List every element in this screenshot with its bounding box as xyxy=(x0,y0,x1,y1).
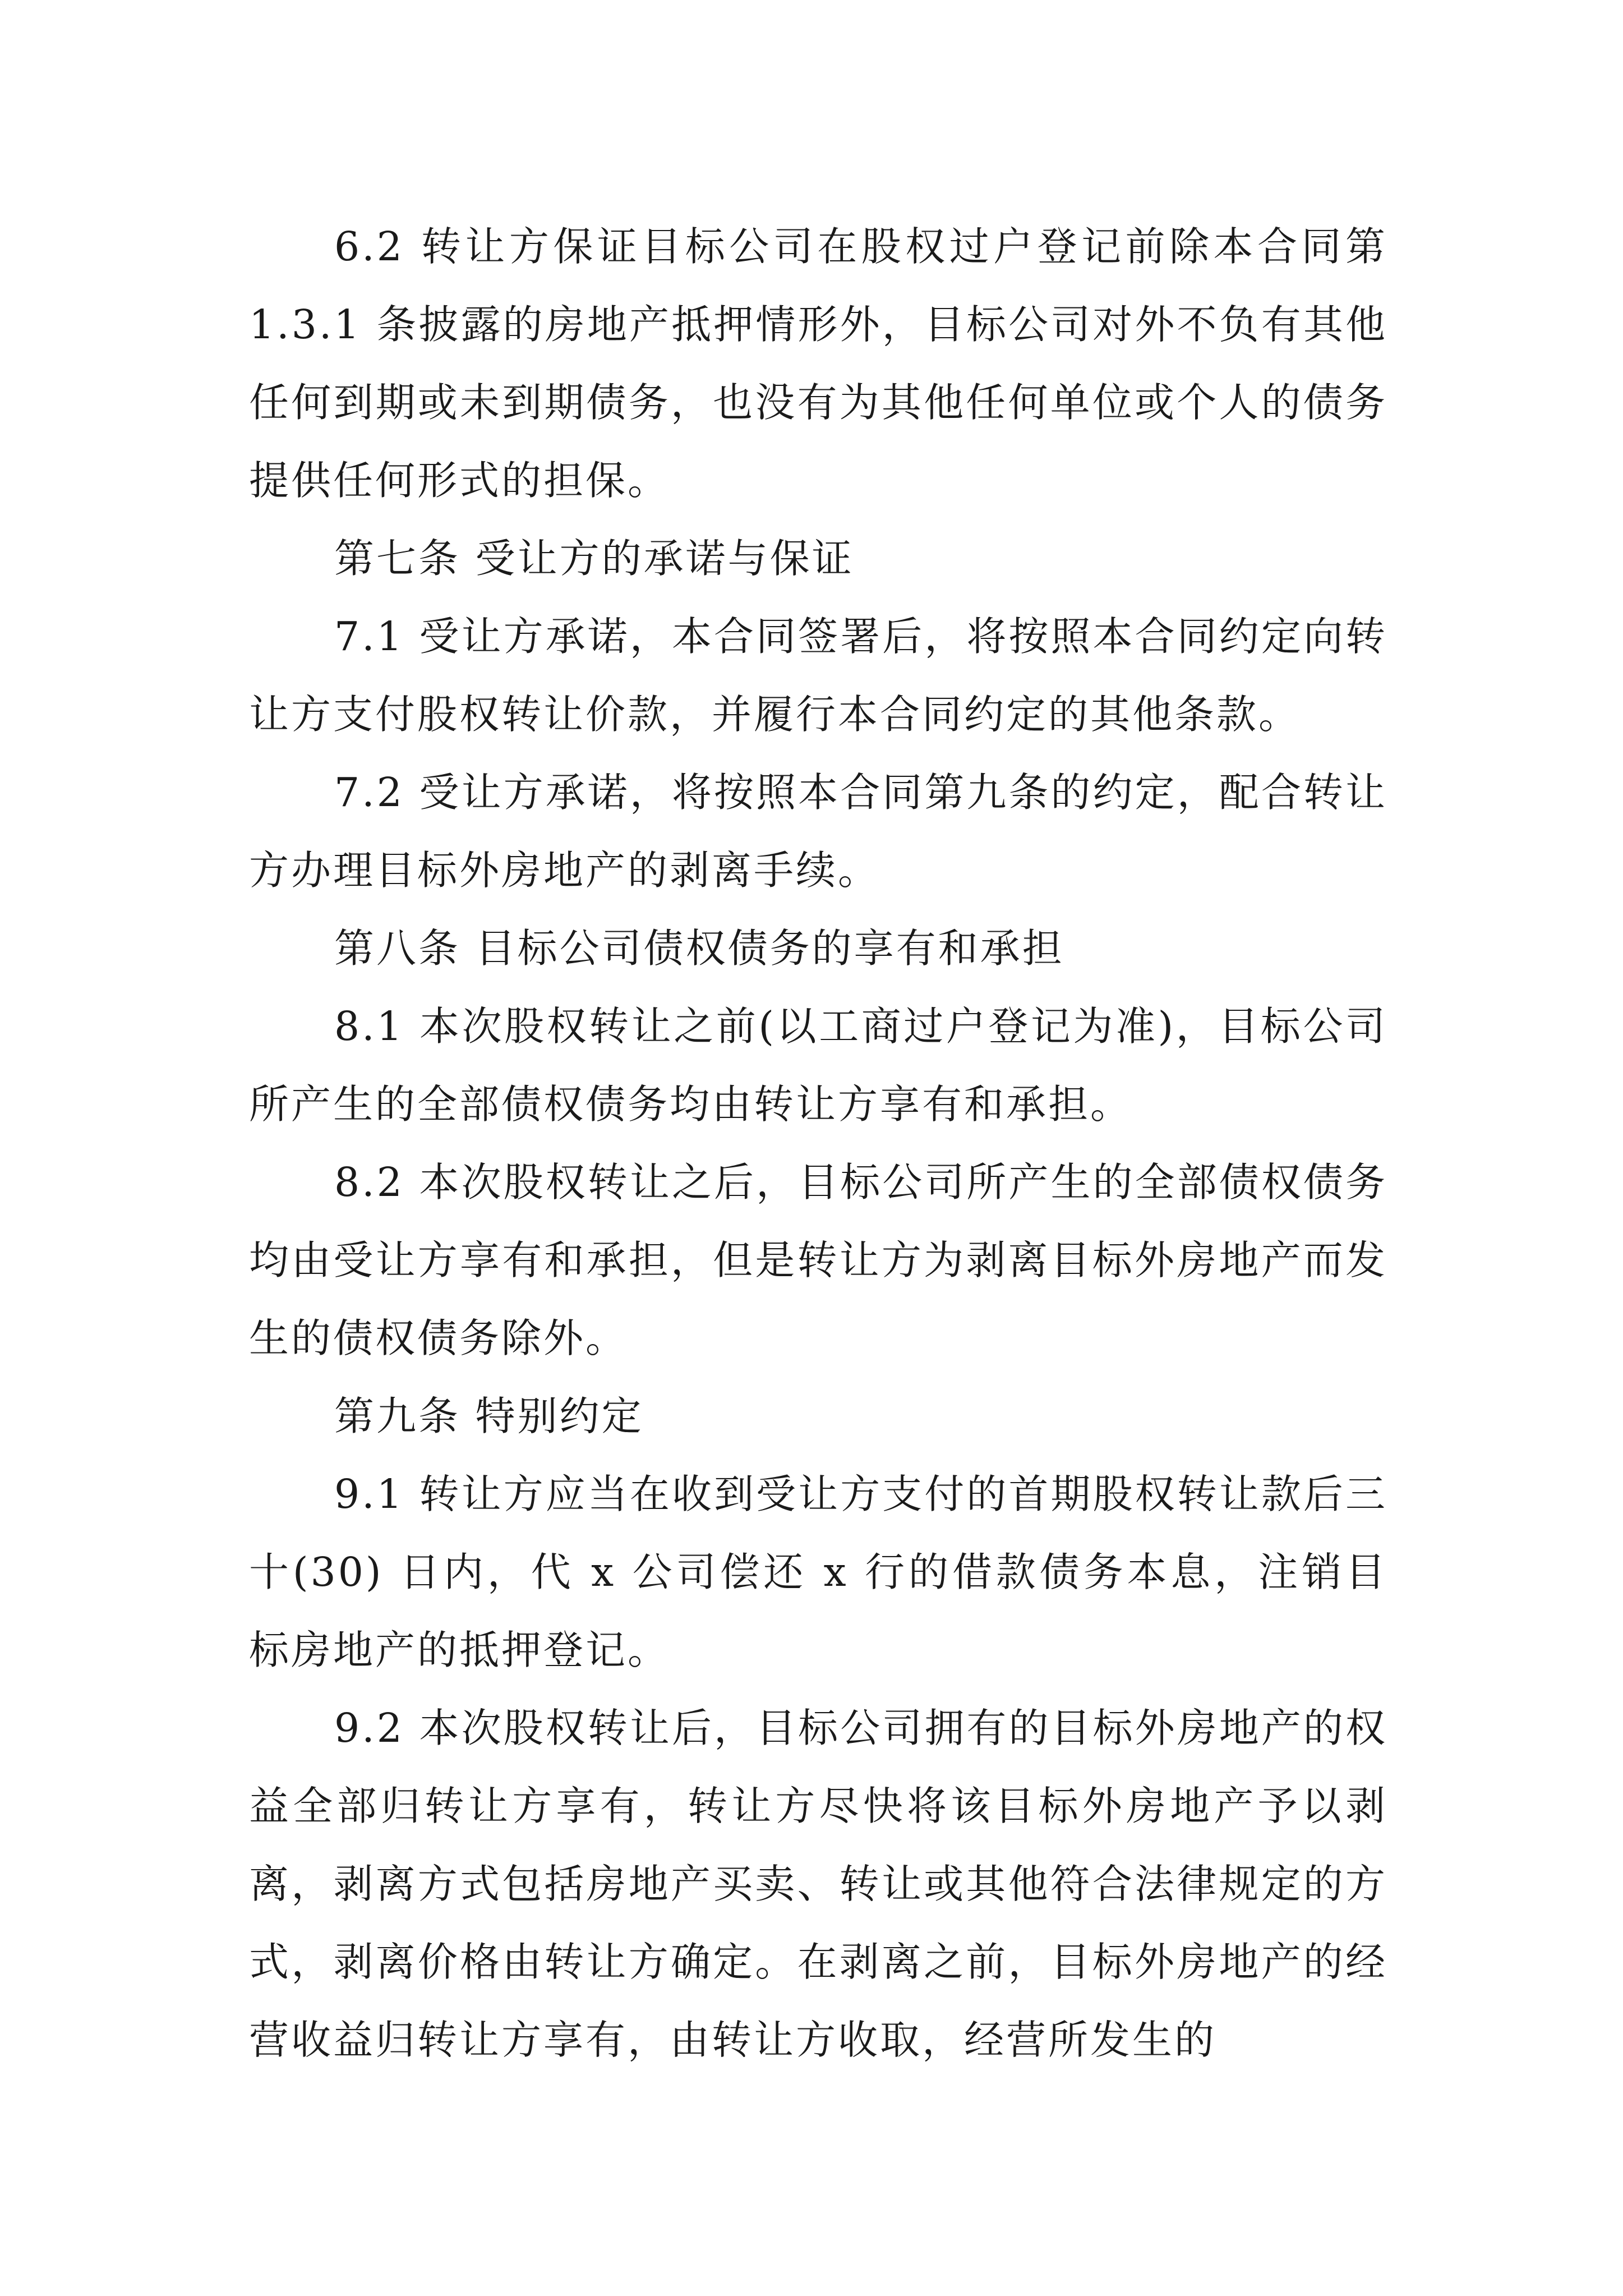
clause-9-1: 9.1 转让方应当在收到受让方支付的首期股权转让款后三十(30) 日内，代 x 公司偿还 x 行的借款债务本息，注销目标房地产的抵押登记。 xyxy=(249,1471,1387,1673)
clause-9-2: 9.2 本次股权转让后，目标公司拥有的目标外房地产的权益全部归转让方享有，转让方尽快将该目标外房地产予以剥离，剥离方式包括房地产买卖、转让或其他符合法律规定的方式，剥离价格由转让方确定。在剥离之前，目标外房地产的经营收益归转让方享有，由转让方收取，经营所发生的 xyxy=(249,1705,1387,2063)
article-7-heading: 第七条 受让方的承诺与保证 xyxy=(334,535,854,582)
article-8-heading: 第八条 目标公司债权债务的享有和承担 xyxy=(334,925,1064,972)
clause-6-2: 6.2 转让方保证目标公司在股权过户登记前除本合同第 1.3.1 条披露的房地产抵押情形外，目标公司对外不负有其他任何到期或未到期债务，也没有为其他任何单位或个人的债务提供任何形式的担保。 xyxy=(249,223,1387,504)
clause-8-1: 8.1 本次股权转让之前(以工商过户登记为准)，目标公司所产生的全部债权债务均由转让方享有和承担。 xyxy=(249,1003,1387,1128)
clause-7-2: 7.2 受让方承诺，将按照本合同第九条的约定，配合转让方办理目标外房地产的剥离手续。 xyxy=(249,769,1387,894)
article-9-heading: 第九条 特别约定 xyxy=(334,1393,644,1439)
clause-8-2: 8.2 本次股权转让之后，目标公司所产生的全部债权债务均由受让方享有和承担，但是转让方为剥离目标外房地产而发生的债权债务除外。 xyxy=(249,1159,1387,1361)
clause-7-1: 7.1 受让方承诺，本合同签署后，将按照本合同约定向转让方支付股权转让价款，并履行本合同约定的其他条款。 xyxy=(249,613,1387,738)
document-body xyxy=(249,208,1387,2079)
